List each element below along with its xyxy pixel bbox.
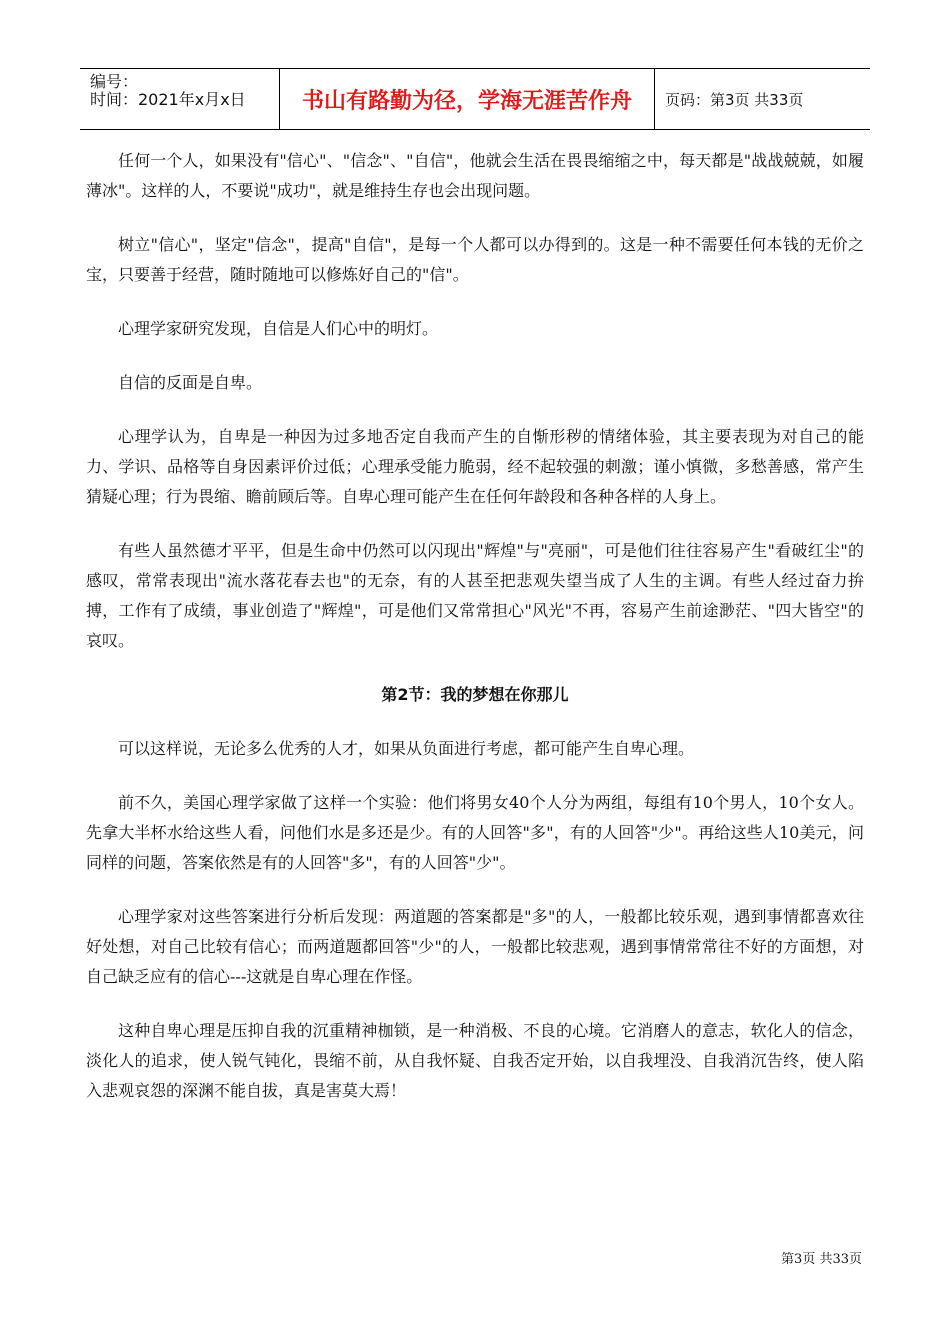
paragraph: 心理学认为，自卑是一种因为过多地否定自我而产生的自惭形秽的情绪体验，其主要表现为对自己的能力、学识、品格等自身因素评价过低；心理承受能力脆弱，经不起较强的刺激；谨小慎微，多愁善感，常产生猜疑心理；行为畏缩、瞻前顾后等。自卑心理可能产生在任何年龄段和各种各样的人身上。 — [86, 427, 864, 506]
page-footer: 第3页 共33页 — [781, 1252, 862, 1267]
paragraph: 自信的反面是自卑。 — [118, 373, 263, 392]
header-motto: 书山有路勤为径，学海无涯苦作舟 — [280, 69, 655, 129]
page-header — [80, 68, 870, 130]
paragraph: 任何一个人，如果没有"信心"、"信念"、"自信"，他就会生活在畏畏缩缩之中，每天都是"战战兢兢，如履薄冰"。这样的人，不要说"成功"，就是维持生存也会出现问题。 — [86, 151, 864, 200]
document-body — [86, 146, 864, 1130]
paragraph: 这种自卑心理是压抑自我的沉重精神枷锁，是一种消极、不良的心境。它消磨人的意志，软化人的信念，淡化人的追求，使人锐气钝化，畏缩不前，从自我怀疑、自我否定开始，以自我埋没、自我消沉告终，使人陷入悲观哀怨的深渊不能自拔，真是害莫大焉！ — [86, 1021, 864, 1100]
document-number-label: 编号： — [90, 72, 139, 91]
paragraph: 心理学家对这些答案进行分析后发现：两道题的答案都是"多"的人，一般都比较乐观，遇到事情都喜欢往好处想，对自己比较有信心；而两道题都回答"少"的人，一般都比较悲观，遇到事情常常往不好的方面想，对自己缺乏应有的信心---这就是自卑心理在作怪。 — [86, 907, 864, 986]
paragraph: 可以这样说，无论多么优秀的人才，如果从负面进行考虑，都可能产生自卑心理。 — [118, 739, 695, 758]
paragraph: 心理学家研究发现，自信是人们心中的明灯。 — [118, 319, 439, 338]
header-meta — [80, 69, 280, 129]
header-page-info: 页码：第3页 共33页 — [665, 90, 804, 109]
paragraph: 前不久，美国心理学家做了这样一个实验：他们将男女40个人分为两组，每组有10个男人，10个女人。先拿大半杯水给这些人看，问他们水是多还是少。有的人回答"多"，有的人回答"少"。再给这些人10美元，问同样的问题，答案依然是有的人回答"多"，有的人回答"少"。 — [86, 793, 864, 872]
paragraph: 树立"信心"，坚定"信念"，提高"自信"，是每一个人都可以办得到的。这是一种不需要任何本钱的无价之宝，只要善于经营，随时随地可以修炼好自己的"信"。 — [86, 235, 864, 284]
paragraph: 有些人虽然德才平平，但是生命中仍然可以闪现出"辉煌"与"亮丽"，可是他们往往容易产生"看破红尘"的感叹，常常表现出"流水落花春去也"的无奈，有的人甚至把悲观失望当成了人生的主调。有些人经过奋力拚搏，工作有了成绩，事业创造了"辉煌"，可是他们又常常担心"风光"不再，容易产生前途渺茫、"四大皆空"的哀叹。 — [86, 541, 864, 650]
document-date-label: 时间：2021年x月x日 — [90, 90, 246, 109]
section-heading: 第2节：我的梦想在你那儿 — [381, 685, 569, 704]
